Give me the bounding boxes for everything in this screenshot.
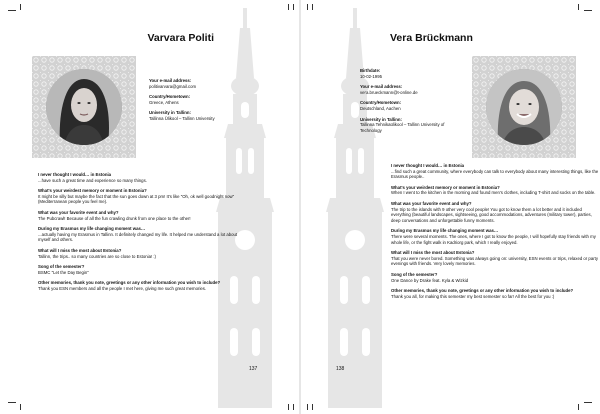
info-label: Country/Hometown: — [149, 94, 191, 100]
qa-block — [38, 226, 248, 243]
answer: It might be silly but maybe the fact that the sun goes down at 3 pm! It's like "Oh, ok well goodnight now" (Mediterranean people you feel me). — [38, 193, 235, 205]
crop-mark — [578, 4, 592, 18]
question: Song of the semester? — [391, 271, 438, 277]
question: Other memories, thank you note, greetings or any other information you wish to include? — [38, 280, 221, 286]
question: What will I miss the most about Estonia? — [391, 250, 475, 256]
profile-name: Vera Brückmann — [390, 32, 473, 44]
answer: Thank you ESN members and all the people I met here, giving me such great memories. — [38, 285, 207, 291]
info-value: Tallinna Tehnikaülikool – Tallinn University of Technology — [360, 122, 445, 133]
crop-mark — [303, 396, 317, 410]
info-value: Greece, Athens — [149, 99, 179, 105]
crop-mark — [284, 4, 298, 18]
info-item — [360, 84, 460, 95]
right-page — [300, 0, 600, 414]
question: Other memories, thank you note, greetings or any other information you wish to include? — [391, 288, 574, 294]
question: What will I miss the most about Estonia? — [38, 247, 122, 253]
answer: BSMC "Let the Day Begin" — [38, 269, 89, 275]
profile-photo-frame — [472, 56, 576, 158]
qa-block — [38, 210, 248, 221]
info-item — [360, 100, 460, 111]
info-item — [360, 68, 460, 79]
info-item — [149, 78, 244, 89]
qa-block — [38, 280, 248, 291]
info-label: Your e-mail address: — [149, 78, 192, 83]
crop-mark — [578, 396, 592, 410]
book-gutter — [299, 0, 301, 414]
info-item — [149, 94, 244, 105]
answer: When I went to the kitchen in the morning and found men's clothes, including T-shirt and socks on the table. — [391, 190, 596, 196]
qa-block — [391, 288, 600, 299]
qa-block — [391, 250, 600, 267]
question: During my Erasmus my life changing moment was… — [38, 226, 146, 232]
answer: There were several moments. The ones, where I got to know the people, I will hopefully stay friends with my whole life, or the fight walk in Kadriorg park, which I really enjoyed. — [391, 233, 596, 245]
qa-block — [391, 185, 600, 196]
profile-name: Varvara Politi — [147, 32, 214, 44]
crop-mark — [303, 4, 317, 18]
question: What was your favorite event and why? — [38, 209, 119, 215]
profile-info — [149, 78, 244, 122]
question: What was your favorite event and why? — [391, 200, 472, 206]
info-value: Tallinna Ülikool – Tallinn University — [149, 115, 215, 121]
qa-block — [391, 272, 600, 283]
profile-photo — [486, 69, 562, 145]
info-label: University in Tallinn: — [360, 116, 402, 122]
info-value: vera.brueckmann@t-online.de — [360, 89, 418, 95]
answer: ...have such a great time and experience so many things. — [38, 177, 147, 183]
question: What's your weirdest memory or moment in Estonia? — [38, 188, 147, 194]
qa-block — [38, 172, 248, 183]
info-label: Birthdate: — [360, 68, 381, 73]
qa-block — [391, 228, 600, 245]
page-number: 138 — [336, 366, 345, 372]
crop-mark — [284, 396, 298, 410]
answer: Tallinn, the trips.. so many countries are so close to Estonia! :) — [38, 253, 156, 259]
answer: ...actually having my Erasmus in Tallinn. It definitely changed my life. It helped me understand a lot about myself and others. — [38, 231, 238, 243]
info-label: Country/Hometown: — [360, 100, 402, 106]
question: During my Erasmus my life changing moment was… — [391, 228, 499, 234]
qa-block — [38, 188, 248, 205]
profile-info — [360, 68, 460, 133]
answer: ...find such a great community, where everybody can talk to everybody about many interesting things, like the Erasmus people.. — [391, 168, 599, 180]
qa-block — [391, 201, 600, 223]
crop-mark — [8, 4, 22, 18]
questionnaire — [38, 172, 248, 297]
question: I never thought I would… in Estonia — [38, 172, 112, 177]
crop-mark — [8, 396, 22, 410]
info-item — [149, 110, 244, 121]
info-value: politivarvara@gmail.com — [149, 83, 197, 89]
answer: Thank you all, for making this semester my best semester so far! All the best for you :) — [391, 293, 555, 299]
answer: That you were never bored. Something was always going on: university, ESN events or trips, relaxed or party evenings with friends. Very lovely memories. — [391, 255, 598, 267]
page-number: 137 — [249, 366, 258, 372]
info-value: 10-02-1995 — [360, 73, 382, 79]
info-label: Your e-mail address: — [360, 84, 403, 90]
qa-block — [38, 248, 248, 259]
answer: The Pubcrawl! Because of all the fun crawling drunk from one place to the other! — [38, 215, 191, 221]
answer: One Dance by Drake feat. Kyla & Wizkid — [391, 277, 469, 283]
questionnaire — [391, 163, 600, 304]
profile-photo-frame — [32, 56, 136, 158]
info-value: Deutschland, Aachen — [360, 105, 401, 111]
question: What's your weirdest memory or moment in Estonia? — [391, 184, 500, 190]
answer: The trip to the islands with 9 other very cool people! You got to know them a lot better and it included everything (beautiful landscapes, sightseeing, good accommodations, adventures (military tower), parties, deep conversations and unforgettable funny moments. — [391, 206, 592, 223]
qa-block — [38, 264, 248, 275]
qa-block — [391, 163, 600, 180]
profile-photo — [46, 69, 122, 145]
question: I never thought I would… in Estonia — [391, 163, 465, 168]
question: Song of the semester? — [38, 264, 85, 270]
info-item — [360, 117, 460, 134]
info-label: University in Tallinn: — [149, 110, 191, 116]
